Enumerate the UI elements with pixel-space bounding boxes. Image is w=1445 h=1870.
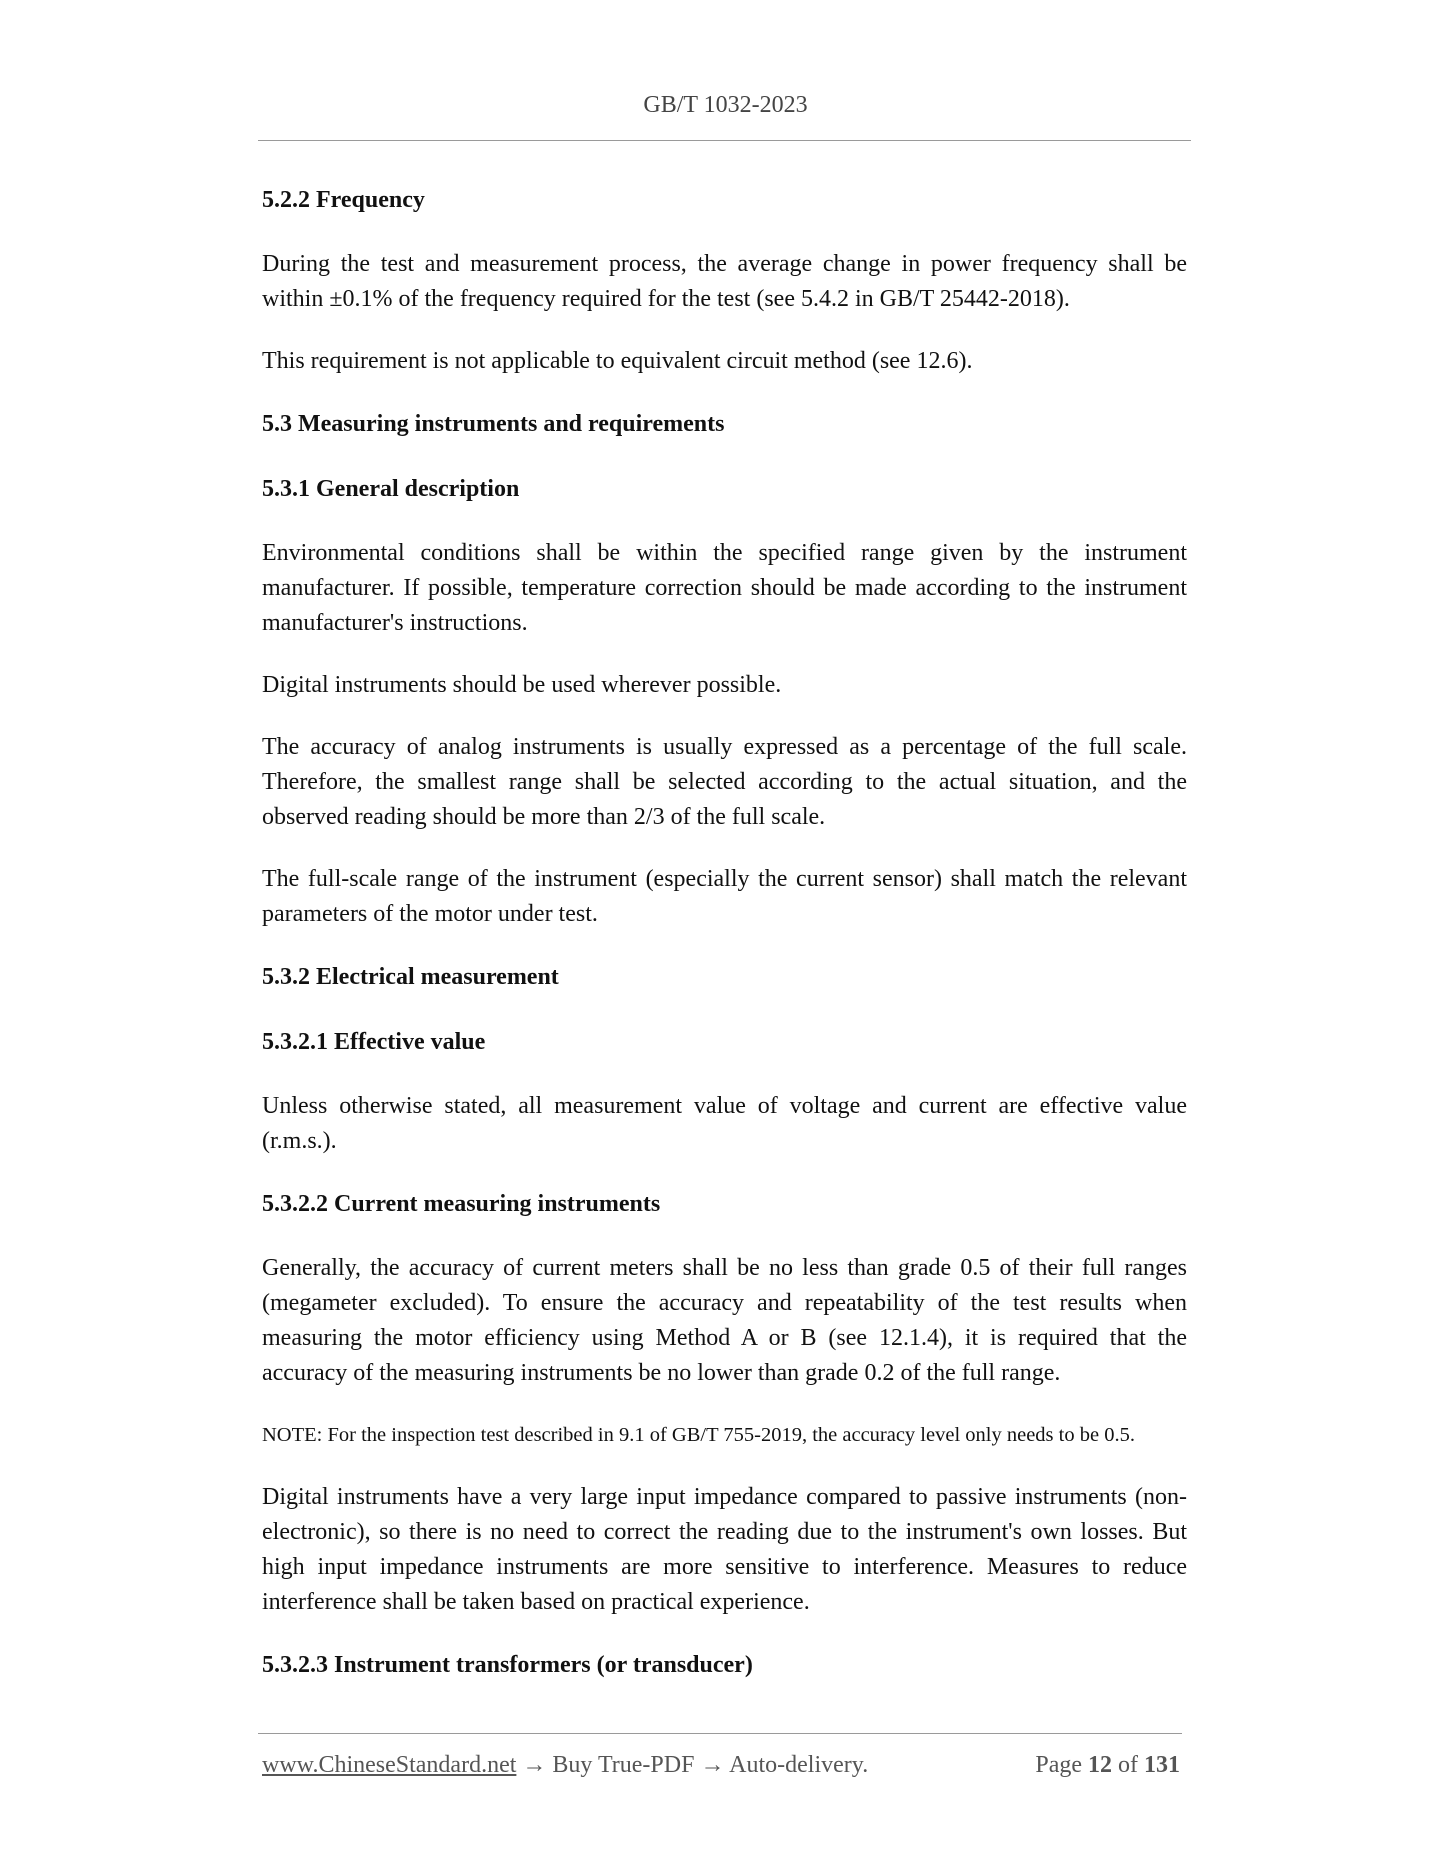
section-heading-5-3-1: 5.3.1 General description	[262, 476, 520, 502]
arrow-icon: →	[516, 1752, 553, 1778]
section-heading-5-3: 5.3 Measuring instruments and requirements	[262, 411, 725, 437]
section-heading-5-3-2-3: 5.3.2.3 Instrument transformers (or transducer)	[262, 1652, 753, 1678]
paragraph: This requirement is not applicable to equivalent circuit method (see 12.6).	[262, 348, 973, 374]
buy-true-pdf-text: Buy True-PDF	[552, 1752, 695, 1778]
paragraph: Generally, the accuracy of current meters shall be no less than grade 0.5 of their full ranges (megameter excluded). To ensure the accuracy and repeatability of the test results when measuring the motor efficiency using Method A or B (see 12.1.4), it is required that the accuracy of the measuring instruments be no lower than grade 0.2 of the full range.	[262, 1255, 1187, 1386]
section-heading-5-3-2-2: 5.3.2.2 Current measuring instruments	[262, 1191, 661, 1217]
footer-promo	[262, 1752, 868, 1779]
site-link[interactable]: www.ChineseStandard.net	[262, 1752, 517, 1778]
footer-divider	[258, 1733, 1182, 1734]
arrow-icon: →	[694, 1752, 730, 1778]
paragraph: Digital instruments should be used wherever possible.	[262, 672, 782, 698]
total-pages: 131	[1144, 1752, 1180, 1778]
paragraph: During the test and measurement process, the average change in power frequency shall be within ±0.1% of the frequency required for the test (see 5.4.2 in GB/T 25442-2018).	[262, 251, 1187, 312]
paragraph: The accuracy of analog instruments is usually expressed as a percentage of the full scale. Therefore, the smallest range shall be selected according to the actual situation, and the observed reading should be more than 2/3 of the full scale.	[262, 734, 1187, 830]
auto-delivery-text: Auto-delivery.	[729, 1752, 869, 1778]
section-heading-5-2-2: 5.2.2 Frequency	[262, 187, 425, 213]
paragraph: Digital instruments have a very large input impedance compared to passive instruments (non-electronic), so there is no need to correct the reading due to the instrument's own losses. But high input impedance instruments are more sensitive to interference. Measures to reduce interference shall be taken based on practical experience.	[262, 1484, 1187, 1615]
page-number	[1035, 1752, 1180, 1779]
header-divider	[258, 140, 1191, 141]
paragraph: The full-scale range of the instrument (especially the current sensor) shall match the relevant parameters of the motor under test.	[262, 866, 1187, 927]
note-paragraph: NOTE: For the inspection test described in 9.1 of GB/T 755-2019, the accuracy level only needs to be 0.5.	[262, 1424, 1135, 1446]
section-heading-5-3-2-1: 5.3.2.1 Effective value	[262, 1029, 486, 1055]
section-heading-5-3-2: 5.3.2 Electrical measurement	[262, 964, 559, 990]
page-label: Page	[1035, 1752, 1082, 1778]
paragraph: Environmental conditions shall be within the specified range given by the instrument manufacturer. If possible, temperature correction should be made according to the instrument manufacturer's instructions.	[262, 540, 1187, 636]
paragraph: Unless otherwise stated, all measurement value of voltage and current are effective value (r.m.s.).	[262, 1093, 1187, 1154]
page-header-title: GB/T 1032-2023	[643, 92, 808, 118]
page-of-label: of	[1118, 1752, 1138, 1778]
current-page: 12	[1088, 1752, 1112, 1778]
document-body	[262, 182, 1187, 1712]
